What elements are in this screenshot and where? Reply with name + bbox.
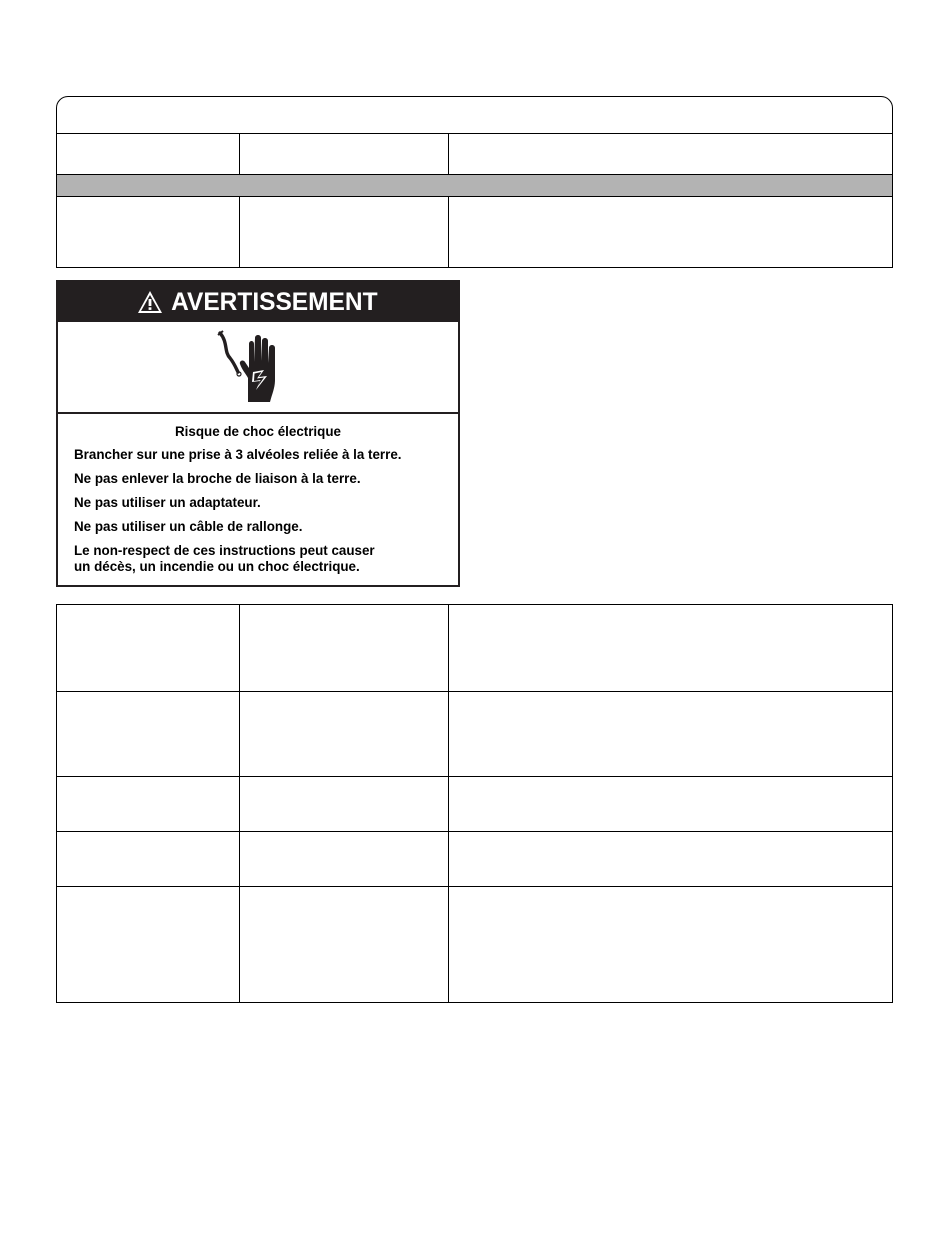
warning-line: Ne pas utiliser un câble de rallonge. <box>74 519 303 534</box>
column-divider <box>239 197 240 268</box>
column-divider <box>448 605 449 1002</box>
warning-header <box>58 282 458 322</box>
warning-line: Brancher sur une prise à 3 alvéoles reliée à la terre. <box>74 447 402 462</box>
column-divider <box>448 133 449 174</box>
warning-consequence <box>74 543 450 575</box>
top-table <box>56 96 893 268</box>
row-divider <box>57 886 892 887</box>
section-band <box>57 174 892 197</box>
warning-triangle-icon <box>137 290 163 314</box>
warning-subtitle: Risque de choc électrique <box>175 424 341 439</box>
row-divider <box>57 831 892 832</box>
warning-consequence-line: Le non-respect de ces instructions peut causer <box>74 543 375 558</box>
table-header-divider <box>57 133 892 134</box>
row-divider <box>57 776 892 777</box>
warning-title: AVERTISSEMENT <box>170 287 378 316</box>
column-divider <box>239 605 240 1002</box>
warning-consequence-line: un décès, un incendie ou un choc électrique. <box>74 559 360 574</box>
warning-body <box>74 422 450 575</box>
row-divider <box>57 691 892 692</box>
electric-shock-hand-icon <box>216 330 286 406</box>
warning-line: Ne pas utiliser un adaptateur. <box>74 495 261 510</box>
pictogram-area <box>58 322 458 414</box>
bottom-table <box>56 604 893 1003</box>
column-divider <box>239 133 240 174</box>
warning-line: Ne pas enlever la broche de liaison à la terre. <box>74 471 361 486</box>
column-divider <box>448 197 449 268</box>
warning-box <box>56 280 460 587</box>
